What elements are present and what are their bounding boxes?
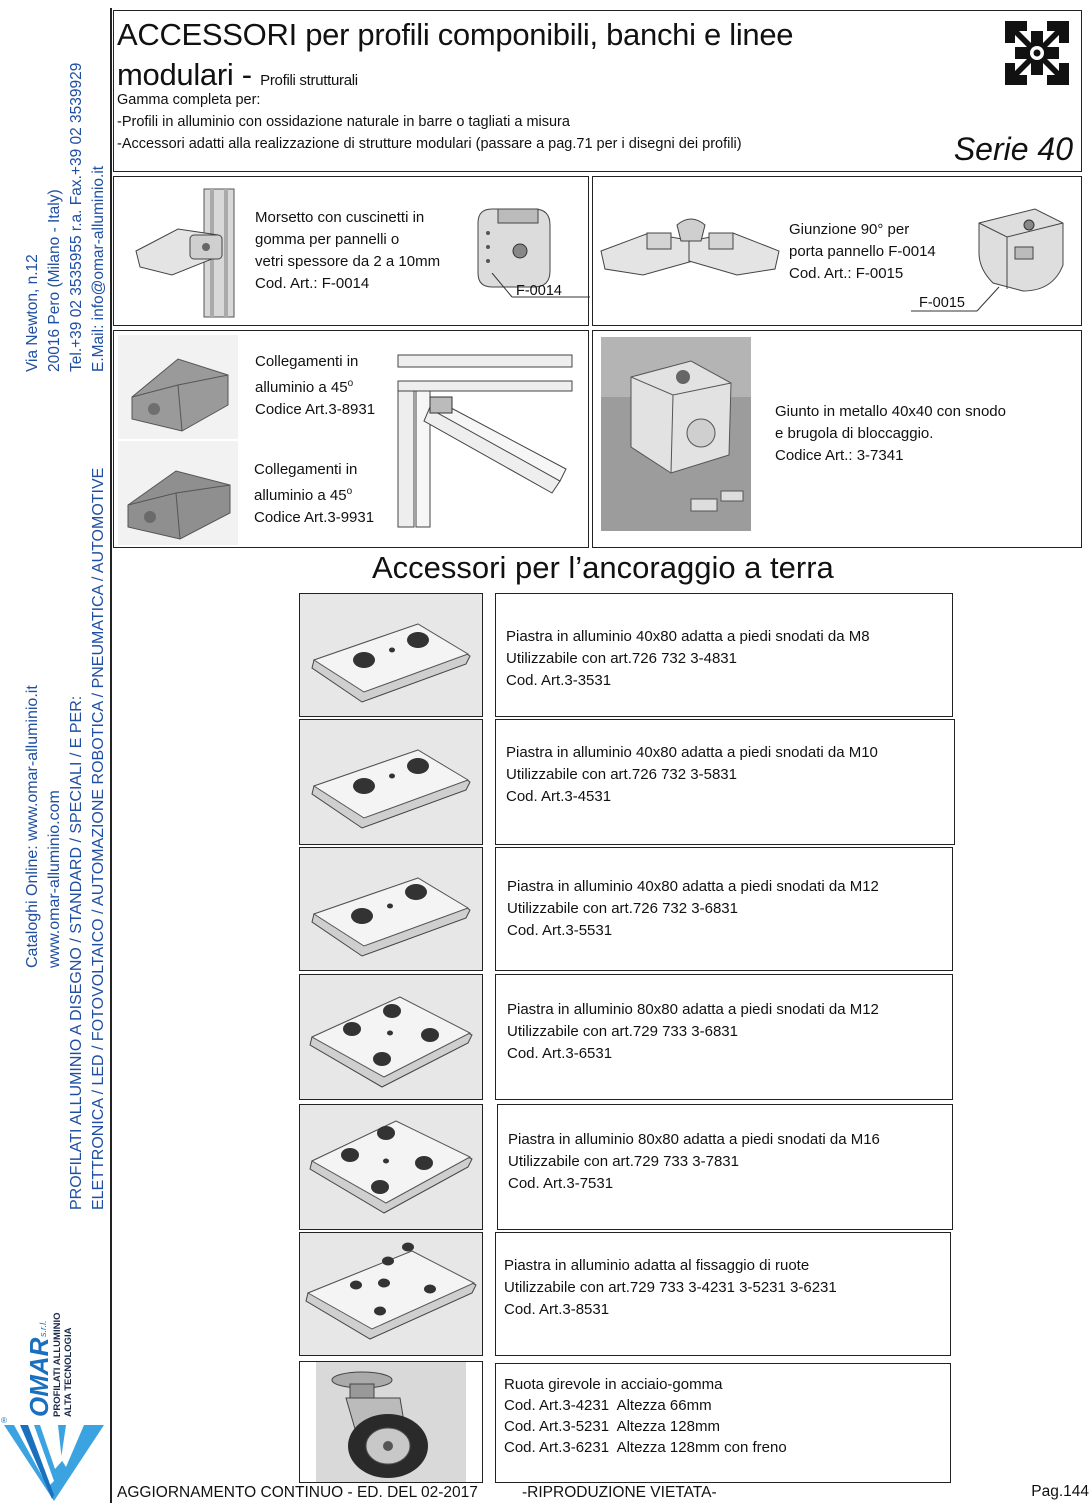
plate-photo [299,847,483,971]
omar-logo [0,1255,112,1505]
product-description [775,401,1006,467]
description-line [254,481,374,507]
product-code: Codice Art.3-9931 [254,509,375,526]
header-description [117,89,742,155]
section-title: Accessori per l’ancoraggio a terra [372,550,834,585]
plate-photo [299,1232,483,1356]
wheel-description [504,1374,787,1458]
description-line: Morsetto con cuscinetti in [255,209,425,226]
description-line: Piastra in alluminio adatta al fissaggio di ruote [504,1257,810,1274]
product-card-connectors [113,330,589,548]
plate-description-box [495,1232,951,1356]
aluminium-profile-icon [1001,17,1073,89]
plate-description-box [497,1104,953,1230]
description-line: Utilizzabile con art.729 733 3-7831 [508,1153,739,1170]
sidebar [0,0,112,1507]
product-description [255,207,440,295]
product-card-f0014 [113,176,589,326]
sector-line: PROFILATI ALLUMINIO A DISEGNO / STANDARD / SPECIALI / E PER: [68,695,85,1210]
product-description [254,459,374,529]
plate-40x80-image [300,720,482,844]
junction-assembly-illustration [597,203,783,283]
email-line: E.Mail: info@omar-alluminio.it [90,165,107,372]
degree-sign: o [346,486,353,497]
frame-assembly-drawing [394,351,574,531]
plate-description-box [495,719,955,845]
wheel-photo [299,1361,483,1483]
plate-description [507,999,879,1065]
description-line: Collegamenti in [255,353,359,370]
description-line: vetri spessore da 2 a 10mm [255,253,441,270]
page-border [110,8,112,1503]
product-code: Cod. Art.3-5531 [507,922,613,939]
description-line: Utilizzabile con art.726 732 3-6831 [507,900,738,917]
page-header [113,10,1082,172]
description-line: Collegamenti in [254,461,358,478]
plate-description [508,1129,880,1195]
title-text: ACCESSORI per profili componibili, banchi e linee modulari - [117,17,794,92]
description-line: e brugola di bloccaggio. [775,425,934,442]
product-code: Cod. Art.: F-0014 [255,275,370,292]
description-line: -Accessori adatti alla realizzazione di strutture modulari (passare a pag.71 per i disegni dei profili) [117,136,742,152]
wheel-plate-image [300,1233,482,1355]
description-line: Piastra in alluminio 40x80 adatta a piedi snodati da M12 [507,878,879,895]
product-code: Cod. Art.3-8531 [504,1301,610,1318]
description-line: Gamma completa per: [117,92,261,108]
plate-photo [299,719,483,845]
phone-line: Tel.+39 02 3535955 r.a. Fax.+39 02 3539929 [68,62,85,372]
description-line: Ruota girevole in acciaio-gomma [504,1376,723,1393]
description-line [255,373,375,399]
part-tag: F-0014 [516,283,562,299]
product-code: Cod. Art.3-5231 Altezza 128mm [504,1418,720,1435]
angle-text: alluminio a 45 [254,487,347,504]
plate-description [507,876,879,942]
edition-note: AGGIORNAMENTO CONTINUO - ED. DEL 02-2017 [117,1484,478,1501]
description-line: Utilizzabile con art.729 733 3-4231 3-5231 3-6231 [504,1279,837,1296]
angle-text: alluminio a 45 [255,379,348,396]
product-card-joint-3-7341 [592,330,1082,548]
description-line: Piastra in alluminio 80x80 adatta a piedi snodati da M16 [508,1131,880,1148]
description-line: Utilizzabile con art.729 733 3-6831 [507,1023,738,1040]
logo-suffix: s.r.l. [38,1320,48,1337]
product-code: Cod. Art.3-6531 [507,1045,613,1062]
product-description [255,351,375,421]
website-link: www.omar-alluminio.com [46,790,63,968]
series-label: Serie 40 [953,131,1073,167]
reproduction-notice: -RIPRODUZIONE VIETATA- [522,1484,717,1501]
plate-80x80-image [300,975,482,1099]
registered-mark: ® [1,1416,7,1425]
product-code: Codice Art.3-8931 [255,401,376,418]
plate-description-box [495,847,953,971]
product-code: Codice Art.: 3-7341 [775,447,904,464]
connector-3-9931-photo [118,441,238,545]
description-line: Piastra in alluminio 80x80 adatta a piedi snodati da M12 [507,1001,879,1018]
swivel-wheel-image [300,1362,482,1482]
description-line: Utilizzabile con art.726 732 3-4831 [506,650,737,667]
company-address [22,63,110,372]
logo-tagline: PROFILATI ALLUMINIO [52,1312,63,1417]
product-code: Cod. Art.3-7531 [508,1175,614,1192]
page-number: Pag.144 [1031,1483,1089,1500]
plate-80x80-image [300,1105,482,1229]
catalog-link: Cataloghi Online: www.omar-alluminio.it [24,685,41,968]
plate-description [504,1255,837,1321]
metal-joint-photo [601,337,751,531]
plate-40x80-image [300,848,482,970]
part-tag: F-0015 [919,295,965,311]
description-line: -Profili in alluminio con ossidazione naturale in barre o tagliati a misura [117,114,570,130]
product-code: Cod. Art.: F-0015 [789,265,904,282]
description-line: Giunzione 90° per [789,221,910,238]
plate-description [506,742,878,808]
company-online [22,685,66,968]
product-code: Cod. Art.3-3531 [506,672,612,689]
junction-part-illustration [973,203,1069,295]
description-line: porta pannello F-0014 [789,243,936,260]
plate-description-box [495,593,953,717]
logo-name: OMAR [24,1337,54,1417]
plate-40x80-image [300,594,482,716]
wheel-description-box [495,1363,951,1483]
connector-3-8931-photo [118,335,238,439]
plate-description [506,626,870,692]
product-code: Cod. Art.3-4231 Altezza 66mm [504,1397,712,1414]
description-line: Utilizzabile con art.726 732 3-5831 [506,766,737,783]
logo-tagline: ALTA TECNOLOGIA [63,1327,74,1417]
address-line: 20016 Pero (Milano - Italy) [46,189,63,372]
product-code: Cod. Art.3-6231 Altezza 128mm con freno [504,1439,787,1456]
plate-photo [299,1104,483,1230]
clamp-assembly-illustration [132,185,252,321]
description-line: Piastra in alluminio 40x80 adatta a piedi snodati da M8 [506,628,870,645]
product-description [789,219,936,285]
title-subtitle: Profili strutturali [260,72,358,89]
product-code: Cod. Art.3-4531 [506,788,612,805]
omar-logo-mark [0,1255,112,1505]
description-line: Giunto in metallo 40x40 con snodo [775,403,1006,420]
description-line: Piastra in alluminio 40x80 adatta a piedi snodati da M10 [506,744,878,761]
degree-sign: o [347,378,354,389]
plate-photo [299,974,483,1100]
company-sectors [66,468,110,1210]
address-line: Via Newton, n.12 [24,254,41,372]
description-line: gomma per pannelli o [255,231,400,248]
plate-description-box [495,974,953,1100]
sector-line: ELETTRONICA / LED / FOTOVOLTAICO / AUTOMAZIONE ROBOTICA / PNEUMATICA / AUTOMOTIVE [90,467,107,1210]
plate-photo [299,593,483,717]
product-card-f0015 [592,176,1082,326]
